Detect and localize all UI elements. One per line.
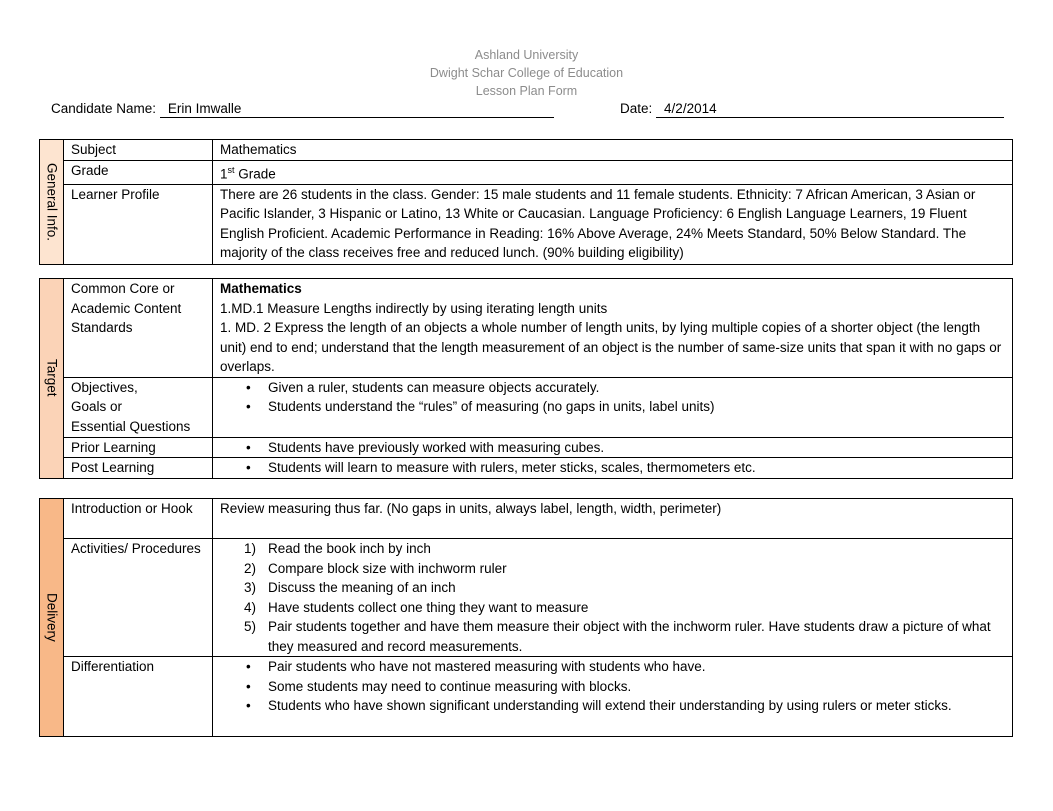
introduction-value: Review measuring thus far. (No gaps in units, always label, length, width, perimeter) (213, 499, 1013, 539)
target-section-label: Target (40, 279, 64, 479)
candidate-name-row (51, 101, 554, 118)
date-row (620, 101, 1004, 118)
date-value: 4/2/2014 (656, 101, 1004, 118)
list-item: • Students who have shown significant understanding will extend their understanding by using rulers or meter sticks. (268, 696, 1005, 716)
differentiation-label: Differentiation (64, 657, 213, 737)
prior-learning-value (213, 437, 1013, 458)
list-item: 4) Have students collect one thing they want to measure (244, 599, 589, 615)
differentiation-value (213, 657, 1013, 737)
list-item: • Given a ruler, students can measure objects accurately. (268, 378, 1005, 398)
list-item: • Pair students who have not mastered measuring with students who have. (268, 657, 1005, 677)
post-learning-value (213, 458, 1013, 479)
delivery-section-label: Delivery (40, 499, 64, 737)
objectives-label: Objectives, Goals or Essential Questions (64, 377, 213, 437)
list-item: 2) Compare block size with inchworm ruler (244, 560, 507, 576)
standards-label: Common Core or Academic Content Standards (64, 279, 213, 378)
introduction-label: Introduction or Hook (64, 499, 213, 539)
standard-1md1: 1.MD.1 Measure Lengths indirectly by using iterating length units (220, 300, 608, 316)
college-name: Dwight Schar College of Education (429, 66, 624, 80)
delivery-table (39, 498, 1013, 737)
candidate-name-label: Candidate Name: (51, 101, 157, 116)
list-item: • Students have previously worked with measuring cubes. (268, 438, 1005, 458)
activities-value (213, 539, 1013, 657)
general-info-table (39, 139, 1013, 265)
list-item: 1) Read the book inch by inch (244, 541, 431, 556)
grade-label: Grade (64, 160, 213, 184)
university-name: Ashland University (474, 48, 579, 62)
date-label: Date: (620, 101, 653, 116)
subject-label: Subject (64, 140, 213, 161)
post-learning-label: Post Learning (64, 458, 213, 479)
standard-1md2: 1. MD. 2 Express the length of an objects a whole number of length units, by lying multiple copies of a shorter object (the length unit) end to end; understand that the length measurement of an object is the number of same-size units that span it with no gaps or overlaps. (220, 320, 1002, 374)
standards-title: Mathematics (220, 281, 302, 296)
list-item: 5) Pair students together and have them measure their object with the inchworm ruler. Have students draw a picture of what they measured and record measurements. (244, 619, 991, 654)
grade-value: 1st Grade (213, 160, 1013, 184)
candidate-name-value: Erin Imwalle (160, 101, 554, 118)
general-info-section-label: General Info. (40, 140, 64, 265)
objectives-value (213, 377, 1013, 437)
list-item: • Students understand the “rules” of measuring (no gaps in units, label units) (268, 397, 1005, 417)
prior-learning-label: Prior Learning (64, 437, 213, 458)
subject-value: Mathematics (213, 140, 1013, 161)
learner-profile-label: Learner Profile (64, 184, 213, 264)
list-item: • Students will learn to measure with rulers, meter sticks, scales, thermometers etc. (268, 458, 1005, 478)
activities-label: Activities/ Procedures (64, 539, 213, 657)
form-title: Lesson Plan Form (475, 84, 578, 98)
list-item: 3) Discuss the meaning of an inch (244, 580, 456, 595)
list-item: • Some students may need to continue measuring with blocks. (268, 677, 1005, 697)
target-table (39, 278, 1013, 479)
standards-value (213, 279, 1013, 378)
learner-profile-value: There are 26 students in the class. Gender: 15 male students and 11 female students. Ethnicity: 7 African American, 3 Asian or Pacific Islander, 3 Hispanic or Latino, 13 White or Caucasian. Language Proficiency: 6 English Language Learners, 19 Fluent English Proficient. Academic Performance in Reading: 16% Above Average, 24% Meets Standard, 50% Below Standard. The majority of the class receives free and reduced lunch. (90% building eligibility) (213, 184, 1013, 264)
